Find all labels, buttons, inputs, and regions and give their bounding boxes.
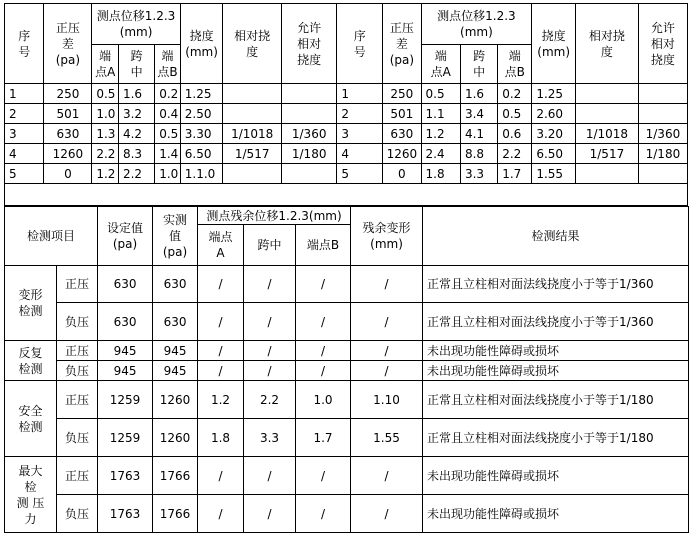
residual-end-b-cell: / [296,361,351,381]
right-end-b-cell: 2.2 [498,144,532,164]
left-mid-cell: 1.6 [118,84,154,104]
residual-mid-cell: / [244,303,296,341]
right-pressure-cell: 630 [383,124,421,144]
left-end-a-cell: 1.3 [92,124,119,144]
set-value-cell: 1259 [98,419,153,457]
report-tables [4,3,689,533]
right-seq-cell: 5 [337,164,383,184]
result-cell: 未出现功能性障碍或损坏 [423,457,689,495]
result-header: 检测结果 [423,207,689,266]
right-mid-cell: 3.4 [460,104,497,124]
left-end-b-cell: 0.5 [155,124,181,144]
left-relative-cell [223,164,282,184]
residual-deform-cell: / [351,495,423,533]
right-relative-cell [576,84,639,104]
table-row [5,303,689,341]
pressure-type-cell: 负压 [57,419,98,457]
residual-displacement-header: 测点残余位移1.2.3(mm) [198,207,351,225]
left-relative-deflection-header: 相对挠 度 [223,4,282,84]
result-cell: 正常且立柱相对面法线挠度小于等于1/360 [423,303,689,341]
left-allowed-cell: 1/180 [281,144,336,164]
table-row [5,104,688,124]
right-end-a-cell: 1.2 [421,124,460,144]
right-allowed-cell: 1/360 [638,124,687,144]
table-row [5,361,689,381]
residual-mid-cell: 3.3 [244,419,296,457]
table-row [5,144,688,164]
left-seq-cell: 2 [5,104,44,124]
right-pressure-cell: 0 [383,164,421,184]
left-end-a-cell: 2.2 [92,144,119,164]
right-pressure-header: 正压 差 (pa) [383,4,421,84]
right-allowed-cell: 1/180 [638,144,687,164]
pressure-type-cell: 负压 [57,361,98,381]
residual-end-a-cell: / [198,341,244,361]
residual-mid-cell: / [244,361,296,381]
residual-mid-cell: / [244,341,296,361]
right-relative-cell: 1/1018 [576,124,639,144]
residual-deform-cell: / [351,266,423,303]
set-value-cell: 630 [98,303,153,341]
residual-mid-cell: 2.2 [244,381,296,419]
left-mid-cell: 4.2 [118,124,154,144]
right-end-a-cell: 2.4 [421,144,460,164]
left-pressure-header: 正压 差 (pa) [44,4,92,84]
residual-deform-cell: 1.10 [351,381,423,419]
group-name-cell: 变形 检测 [5,266,57,341]
left-end-a-cell: 1.0 [92,104,119,124]
right-end-b-cell: 0.2 [498,84,532,104]
right-seq-cell: 3 [337,124,383,144]
set-value-cell: 1763 [98,495,153,533]
left-deflection-cell: 6.50 [180,144,223,164]
result-cell: 正常且立柱相对面法线挠度小于等于1/180 [423,381,689,419]
table-row [5,457,689,495]
right-deflection-cell: 6.50 [532,144,576,164]
residual-end-a-cell: / [198,266,244,303]
left-relative-cell: 1/1018 [223,124,282,144]
right-displacement-header: 测点位移1.2.3 (mm) [421,4,532,45]
residual-end-b-cell: / [296,303,351,341]
left-pressure-cell: 1260 [44,144,92,164]
actual-value-cell: 1766 [153,457,198,495]
actual-value-cell: 630 [153,303,198,341]
right-deflection-cell: 2.60 [532,104,576,124]
residual-end-b-cell: / [296,266,351,303]
pressure-type-cell: 负压 [57,495,98,533]
right-end-b-cell: 0.5 [498,104,532,124]
pressure-type-cell: 负压 [57,303,98,341]
right-relative-cell [576,104,639,124]
right-seq-cell: 4 [337,144,383,164]
right-end-b-cell: 0.6 [498,124,532,144]
residual-end-b-cell: / [296,341,351,361]
left-pressure-cell: 0 [44,164,92,184]
residual-mid-header: 跨中 [244,225,296,266]
left-seq-cell: 5 [5,164,44,184]
left-deflection-cell: 1.1.0 [180,164,223,184]
right-end-b-header: 端 点B [498,45,532,84]
set-value-cell: 1259 [98,381,153,419]
left-end-b-cell: 0.2 [155,84,181,104]
actual-value-header: 实测 值 (pa) [153,207,198,266]
left-seq-header: 序 号 [5,4,44,84]
table-row [5,495,689,533]
pressure-type-cell: 正压 [57,457,98,495]
right-deflection-cell: 1.55 [532,164,576,184]
inspection-table [4,206,689,533]
right-seq-cell: 2 [337,104,383,124]
table-row [5,124,688,144]
left-deflection-cell: 3.30 [180,124,223,144]
residual-deform-cell: / [351,303,423,341]
left-end-b-cell: 0.4 [155,104,181,124]
right-allowed-cell [638,84,687,104]
pressure-type-cell: 正压 [57,341,98,361]
left-deflection-header: 挠度 (mm) [180,4,223,84]
residual-end-a-cell: / [198,303,244,341]
set-value-cell: 945 [98,341,153,361]
result-cell: 未出现功能性障碍或损坏 [423,361,689,381]
right-deflection-cell: 3.20 [532,124,576,144]
residual-mid-cell: / [244,457,296,495]
left-seq-cell: 3 [5,124,44,144]
right-mid-cell: 3.3 [460,164,497,184]
right-end-b-cell: 1.7 [498,164,532,184]
left-mid-span-header: 跨 中 [118,45,154,84]
right-pressure-cell: 501 [383,104,421,124]
left-mid-cell: 2.2 [118,164,154,184]
residual-end-a-cell: 1.8 [198,419,244,457]
actual-value-cell: 945 [153,361,198,381]
actual-value-cell: 945 [153,341,198,361]
table-row [5,84,688,104]
table-row [5,341,689,361]
residual-mid-cell: / [244,266,296,303]
left-allowed-relative-header: 允许 相对 挠度 [281,4,336,84]
right-end-a-cell: 0.5 [421,84,460,104]
residual-end-b-cell: 1.0 [296,381,351,419]
right-mid-cell: 1.6 [460,84,497,104]
right-deflection-header: 挠度 (mm) [532,4,576,84]
left-mid-cell: 3.2 [118,104,154,124]
residual-end-a-cell: / [198,361,244,381]
pressure-type-cell: 正压 [57,381,98,419]
left-end-b-cell: 1.0 [155,164,181,184]
table-row [5,266,689,303]
left-seq-cell: 4 [5,144,44,164]
right-mid-cell: 4.1 [460,124,497,144]
left-pressure-cell: 250 [44,84,92,104]
left-relative-cell [223,104,282,124]
pressure-type-cell: 正压 [57,266,98,303]
table-row [5,164,688,184]
actual-value-cell: 630 [153,266,198,303]
left-relative-cell [223,84,282,104]
right-relative-deflection-header: 相对挠 度 [576,4,639,84]
right-allowed-relative-header: 允许 相对 挠度 [638,4,687,84]
left-mid-cell: 8.3 [118,144,154,164]
right-allowed-cell [638,164,687,184]
group-name-cell: 最大 检 测 压 力 [5,457,57,533]
right-end-a-cell: 1.8 [421,164,460,184]
residual-deform-cell: / [351,361,423,381]
inspection-header-row [5,207,689,225]
residual-end-a-cell: / [198,495,244,533]
deflection-table [4,3,688,206]
residual-end-b-cell: / [296,495,351,533]
left-deflection-cell: 2.50 [180,104,223,124]
left-pressure-cell: 501 [44,104,92,124]
left-relative-cell: 1/517 [223,144,282,164]
result-cell: 未出现功能性障碍或损坏 [423,495,689,533]
table-row [5,419,689,457]
left-end-a-header: 端 点A [92,45,119,84]
residual-deform-header: 残余变形 (mm) [351,207,423,266]
set-value-cell: 1763 [98,457,153,495]
right-pressure-cell: 1260 [383,144,421,164]
right-pressure-cell: 250 [383,84,421,104]
right-relative-cell [576,164,639,184]
right-mid-cell: 8.8 [460,144,497,164]
left-seq-cell: 1 [5,84,44,104]
residual-mid-cell: / [244,495,296,533]
table-row [5,381,689,419]
left-end-a-cell: 1.2 [92,164,119,184]
left-end-a-cell: 0.5 [92,84,119,104]
right-seq-cell: 1 [337,84,383,104]
residual-deform-cell: 1.55 [351,419,423,457]
right-mid-span-header: 跨 中 [460,45,497,84]
result-cell: 正常且立柱相对面法线挠度小于等于1/180 [423,419,689,457]
residual-end-b-cell: 1.7 [296,419,351,457]
right-allowed-cell [638,104,687,124]
set-value-cell: 630 [98,266,153,303]
result-cell: 正常且立柱相对面法线挠度小于等于1/360 [423,266,689,303]
left-pressure-cell: 630 [44,124,92,144]
right-seq-header: 序 号 [337,4,383,84]
left-end-b-cell: 1.4 [155,144,181,164]
left-allowed-cell: 1/360 [281,124,336,144]
item-header: 检测项目 [5,207,98,266]
actual-value-cell: 1260 [153,381,198,419]
right-deflection-cell: 1.25 [532,84,576,104]
residual-deform-cell: / [351,341,423,361]
residual-end-a-cell: 1.2 [198,381,244,419]
group-name-cell: 安全 检测 [5,381,57,457]
residual-end-b-cell: / [296,457,351,495]
header-row [5,4,688,45]
left-allowed-cell [281,104,336,124]
set-value-header: 设定值 (pa) [98,207,153,266]
spacer-row [5,184,688,206]
right-relative-cell: 1/517 [576,144,639,164]
residual-deform-cell: / [351,457,423,495]
residual-end-b-header: 端点B [296,225,351,266]
left-allowed-cell [281,84,336,104]
group-name-cell: 反复 检测 [5,341,57,381]
right-end-a-cell: 1.1 [421,104,460,124]
set-value-cell: 945 [98,361,153,381]
residual-end-a-header: 端点 A [198,225,244,266]
result-cell: 未出现功能性障碍或损坏 [423,341,689,361]
actual-value-cell: 1260 [153,419,198,457]
right-end-a-header: 端 点A [421,45,460,84]
spacer-cell [5,184,688,206]
residual-end-a-cell: / [198,457,244,495]
left-allowed-cell [281,164,336,184]
left-deflection-cell: 1.25 [180,84,223,104]
left-end-b-header: 端 点B [155,45,181,84]
left-displacement-header: 测点位移1.2.3 (mm) [92,4,180,45]
actual-value-cell: 1766 [153,495,198,533]
